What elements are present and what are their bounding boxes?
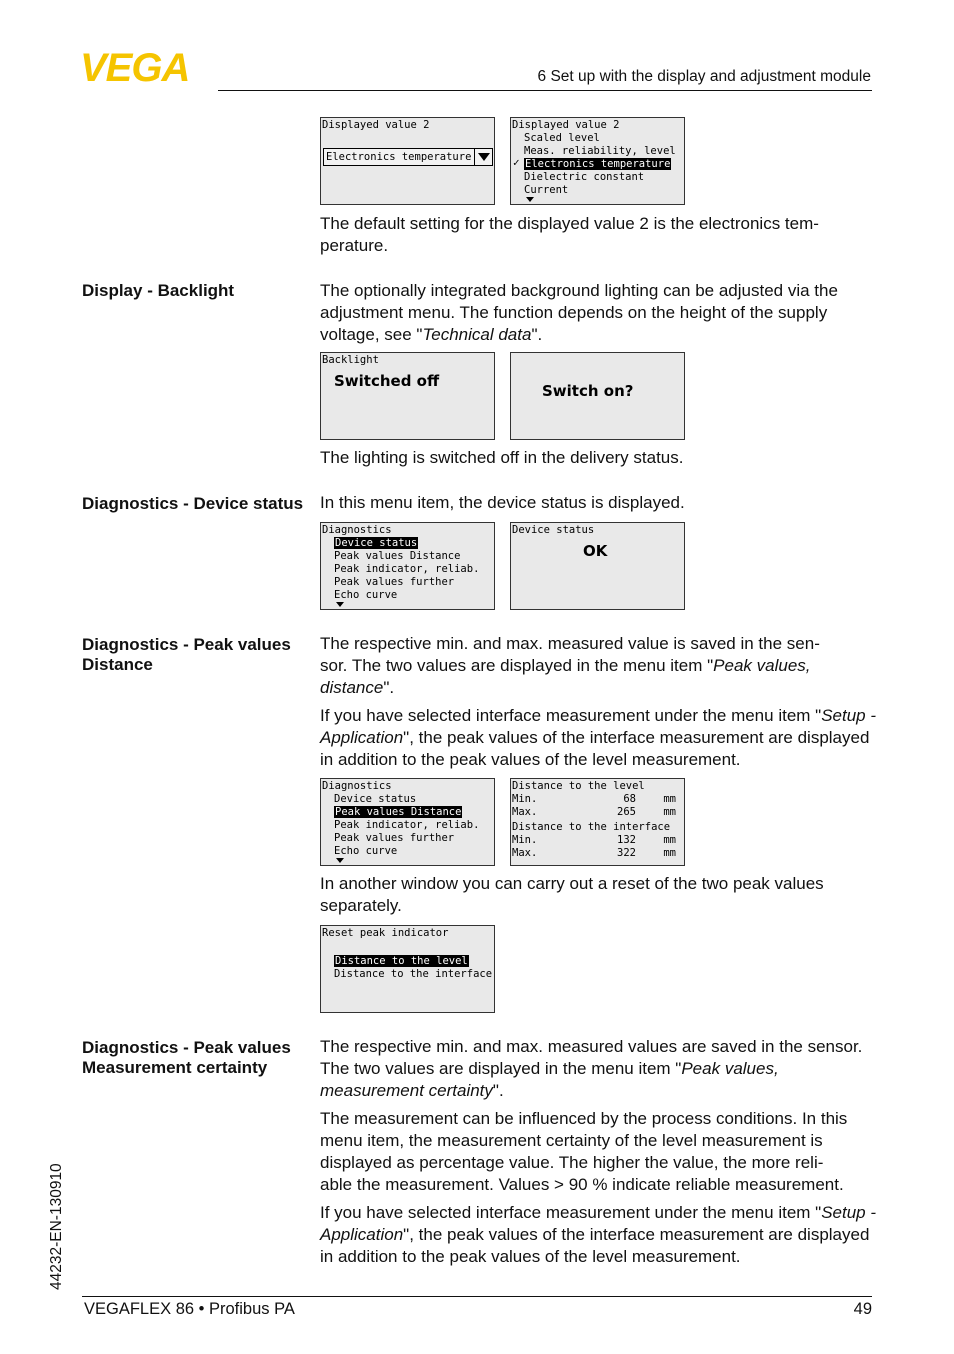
level-max-row: Max. 265 mm — [512, 806, 676, 818]
screen-title: Backlight — [322, 354, 379, 366]
checkmark-icon: ✓ — [513, 156, 520, 169]
header-divider — [218, 90, 872, 91]
screen-displayed-value-list — [510, 117, 685, 205]
device-status-value: OK — [583, 542, 608, 560]
page-number: 49 — [853, 1300, 872, 1318]
screen-backlight — [320, 352, 495, 440]
screen-device-status — [510, 522, 685, 610]
peak-certainty-paragraph-3: If you have selected interface measurement under the menu item "Setup - Application", the peak values of the interface measurement are displayed in addition to the peak values of the level measurement. — [320, 1203, 877, 1266]
menu-item[interactable]: Peak values further — [334, 576, 455, 588]
list-item[interactable]: Scaled level — [524, 132, 600, 144]
menu-item[interactable]: Peak indicator, reliab. — [334, 819, 480, 831]
menu-item-selected[interactable]: Device status — [335, 537, 418, 549]
confirm-question[interactable]: Switch on? — [542, 382, 634, 400]
scroll-down-icon — [336, 602, 344, 607]
screen-displayed-value-select — [320, 117, 495, 205]
dropdown-value: Electronics temperature — [326, 151, 472, 163]
screen-title: Device status — [512, 524, 595, 536]
level-min-row: Min. 68 mm — [512, 793, 676, 805]
screen-title: Displayed value 2 — [512, 119, 620, 131]
backlight-value: Switched off — [334, 372, 440, 390]
peak-distance-paragraph-2: If you have selected interface measurement under the menu item "Setup - Application", the peak values of the interface measurement are displayed in addition to the peak values of the level measurement. — [320, 706, 877, 769]
interface-min-row: Min. 132 mm — [512, 834, 676, 846]
section-label-device-status: Diagnostics - Device status — [82, 494, 304, 513]
list-item[interactable]: Meas. reliability, level — [524, 145, 676, 157]
document-code: 44232-EN-130910 — [48, 1163, 65, 1290]
screen-peak-values — [510, 778, 685, 866]
screen-backlight-confirm — [510, 352, 685, 440]
footer-product: VEGAFLEX 86 • Profibus PA — [84, 1300, 295, 1318]
peak-distance-paragraph-3: In another window you can carry out a reset of the two peak values separately. — [320, 874, 824, 915]
dropdown[interactable] — [323, 148, 493, 166]
menu-item[interactable]: Peak values Distance — [334, 550, 461, 562]
menu-item-selected[interactable]: Distance to the level — [335, 955, 468, 967]
menu-item-selected[interactable]: Peak values Distance — [335, 806, 462, 818]
screen-title: Diagnostics — [322, 780, 392, 792]
peak-certainty-paragraph-1: The respective min. and max. measured values are saved in the sensor. The two values are displayed in the menu item "Peak values, measurement certainty". — [320, 1037, 863, 1100]
menu-item[interactable]: Distance to the interface — [334, 968, 493, 980]
menu-item[interactable]: Device status — [334, 793, 417, 805]
footer-divider — [82, 1296, 872, 1297]
screen-diagnostics-menu — [320, 522, 495, 610]
menu-item[interactable]: Echo curve — [334, 845, 398, 857]
screen-title: Reset peak indicator — [322, 927, 449, 939]
interface-max-row: Max. 322 mm — [512, 847, 676, 859]
menu-item[interactable]: Peak values further — [334, 832, 455, 844]
section-label-peak-certainty: Diagnostics - Peak values Measurement certainty — [82, 1038, 291, 1077]
screen-diagnostics-menu-2 — [320, 778, 495, 866]
screen-title: Diagnostics — [322, 524, 392, 536]
screen-reset-peak — [320, 925, 495, 1013]
section-label-peak-distance: Diagnostics - Peak values Distance — [82, 635, 291, 674]
dropdown-arrow-icon[interactable] — [474, 149, 492, 165]
section-header: 6 Set up with the display and adjustment module — [537, 68, 871, 85]
section-label-backlight: Display - Backlight — [82, 281, 235, 300]
backlight-paragraph: The optionally integrated background lighting can be adjusted via the adjustment menu. The function depends on the height of the supply voltage, see "Technical data". — [320, 281, 838, 344]
dv2-note: The default setting for the displayed value 2 is the electronics tem- perature. — [320, 214, 819, 255]
menu-item[interactable]: Peak indicator, reliab. — [334, 563, 480, 575]
scroll-down-icon — [526, 197, 534, 202]
screen-title: Displayed value 2 — [322, 119, 430, 131]
peak-distance-paragraph-1: The respective min. and max. measured value is saved in the sen- sor. The two values are displayed in the menu item "Peak values, distance". — [320, 634, 820, 697]
vega-logo — [80, 50, 212, 84]
level-title: Distance to the level — [512, 780, 645, 792]
menu-item[interactable]: Echo curve — [334, 589, 398, 601]
list-item[interactable]: Current — [524, 184, 569, 196]
list-item[interactable]: Dielectric constant — [524, 171, 645, 183]
backlight-note: The lighting is switched off in the delivery status. — [320, 448, 684, 467]
interface-title: Distance to the interface — [512, 821, 671, 833]
device-status-paragraph: In this menu item, the device status is displayed. — [320, 493, 685, 512]
peak-certainty-paragraph-2: The measurement can be influenced by the process conditions. In this menu item, the measurement certainty of the level measurement is displayed as percentage value. The higher the value, the more reli- able the measurement. Values > 90 % indicate reliable measurement. — [320, 1109, 848, 1194]
scroll-down-icon — [336, 858, 344, 863]
logo-text: VEGA — [80, 50, 190, 84]
list-item-selected[interactable]: Electronics temperature — [525, 158, 671, 170]
